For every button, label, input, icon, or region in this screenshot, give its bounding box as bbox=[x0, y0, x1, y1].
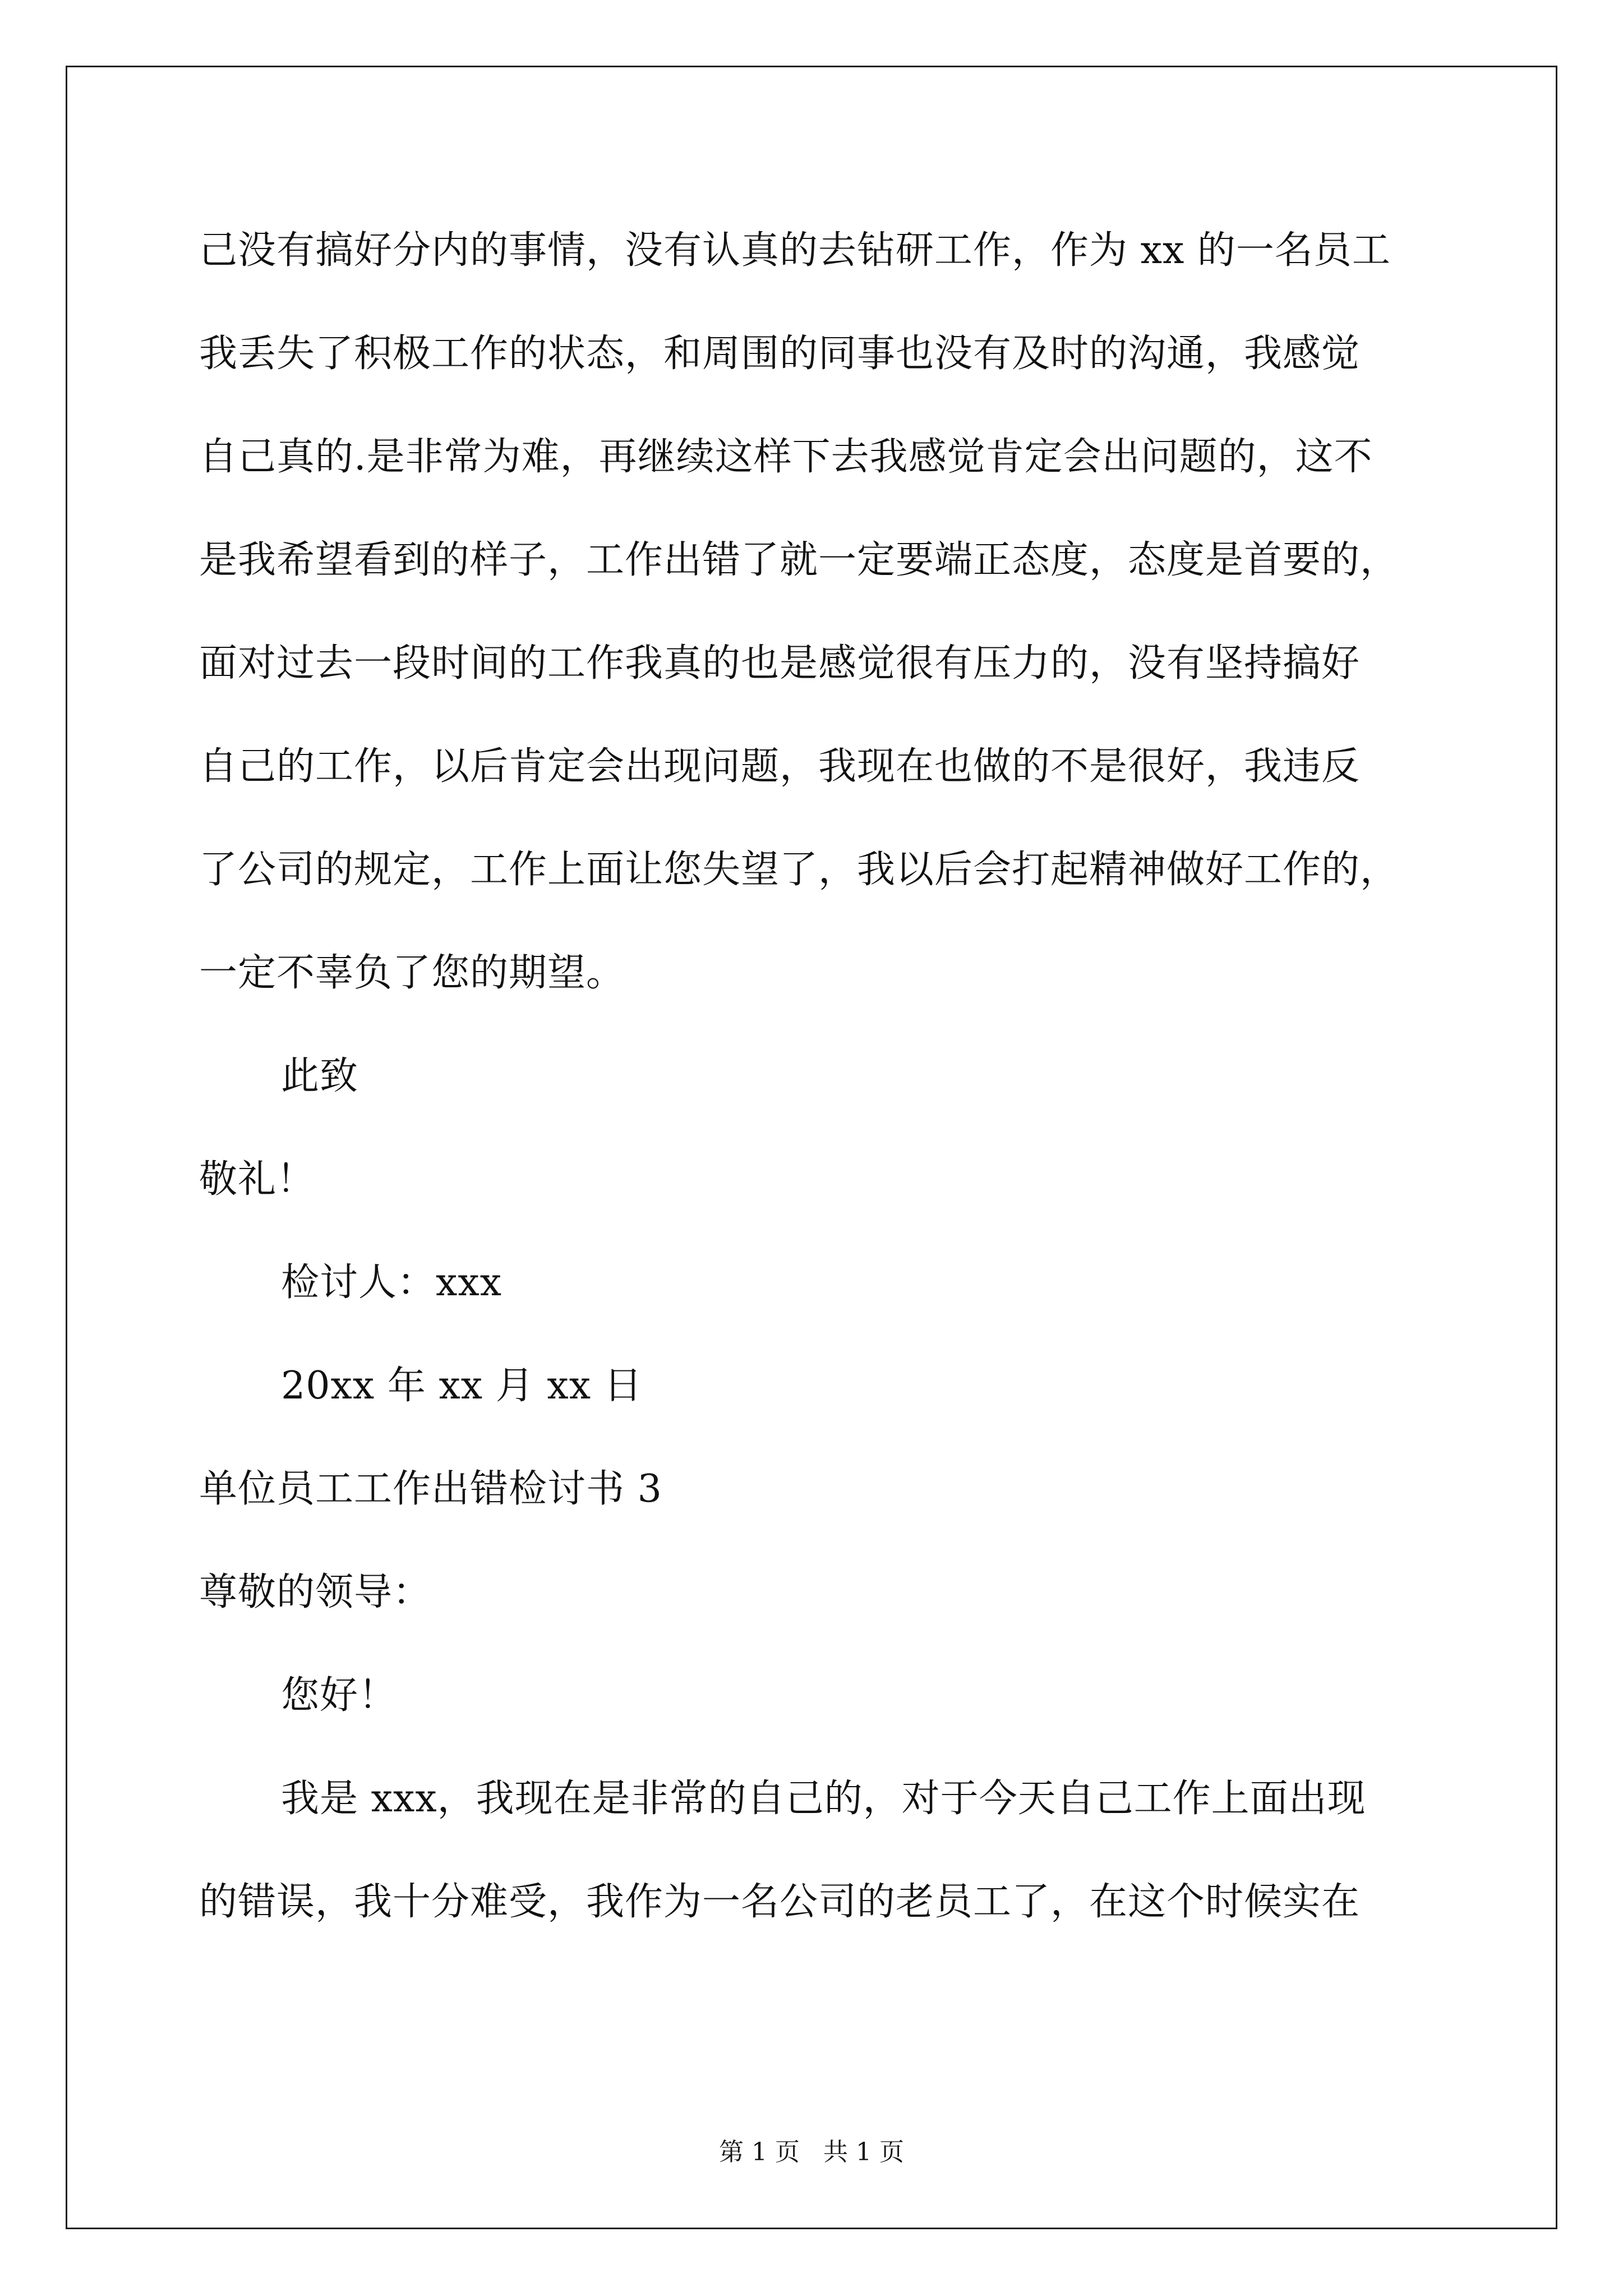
letter-addressee: 尊敬的领导： bbox=[199, 1570, 432, 1614]
section-title: 单位员工工作出错检讨书 3 bbox=[199, 1467, 662, 1511]
text-line-17: 的错误，我十分难受，我作为一名公司的老员工了，在这个时候实在 bbox=[199, 1880, 1361, 1924]
signature-date: 20xx 年 xx 月 xx 日 bbox=[281, 1364, 643, 1408]
page-number-footer: 第 1 页 共 1 页 bbox=[719, 2138, 904, 2166]
text-line-2: 我丢失了积极工作的状态，和周围的同事也没有及时的沟通，我感觉 bbox=[199, 332, 1361, 376]
text-line-5: 面对过去一段时间的工作我真的也是感觉很有压力的，没有坚持搞好 bbox=[199, 641, 1361, 685]
letter-greeting: 您好！ bbox=[281, 1673, 398, 1718]
text-line-6: 自己的工作，以后肯定会出现问题，我现在也做的不是很好，我违反 bbox=[199, 744, 1361, 789]
text-line-4: 是我希望看到的样子，工作出错了就一定要端正态度，态度是首要的， bbox=[199, 538, 1399, 582]
text-line-8: 一定不辜负了您的期望。 bbox=[199, 951, 625, 995]
closing-salutation: 此致 bbox=[281, 1054, 359, 1098]
text-line-3: 自己真的.是非常为难，再继续这样下去我感觉肯定会出问题的，这不 bbox=[199, 435, 1373, 479]
text-line-7: 了公司的规定，工作上面让您失望了，我以后会打起精神做好工作的， bbox=[199, 848, 1399, 892]
closing-regards: 敬礼！ bbox=[199, 1157, 316, 1202]
signature-name: 检讨人：xxx bbox=[281, 1260, 502, 1305]
text-line-1: 己没有搞好分内的事情，没有认真的去钻研工作，作为 xx 的一名员工 bbox=[199, 228, 1391, 273]
text-line-16: 我是 xxx，我现在是非常的自己的，对于今天自己工作上面出现 bbox=[281, 1777, 1366, 1821]
document-body bbox=[199, 223, 1436, 1977]
